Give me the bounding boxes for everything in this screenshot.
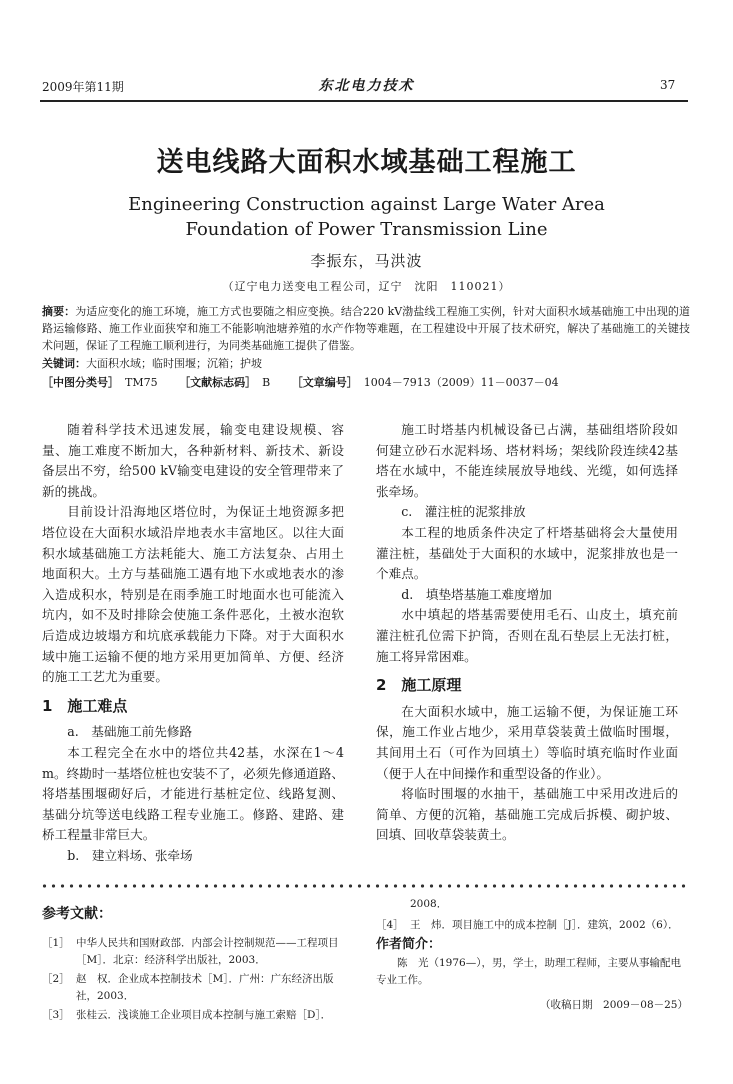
affiliation: （辽宁电力送变电工程公司，辽宁 沈阳 110021） bbox=[222, 280, 511, 293]
abstract-label: 摘要： bbox=[42, 305, 76, 318]
doc-label: ［文献标志码］ bbox=[179, 376, 257, 389]
reference-item: ［3］ 张桂云．浅谈施工企业项目成本控制与施工索赔［D］． bbox=[42, 1009, 332, 1021]
paragraph: 随着科学技术迅速发展，输变电建设规模、容量、施工难度不断加大，各种新材料、新技术、新设备层出不穷，给500 kV输变电建设的安全管理带来了新的挑战。 bbox=[42, 422, 344, 499]
doc-value: B bbox=[262, 376, 271, 389]
id-value: 1004－7913（2009）11－0037－04 bbox=[363, 376, 559, 389]
journal-name: 东北电力技术 bbox=[318, 78, 415, 94]
clc-label: ［中图分类号］ bbox=[42, 376, 119, 389]
references-title: 参考文献： bbox=[42, 906, 112, 922]
abstract bbox=[42, 303, 690, 354]
right-column bbox=[376, 420, 678, 846]
references-list bbox=[42, 935, 352, 1026]
page-number: 37 bbox=[660, 78, 676, 92]
keywords-label: 关键词： bbox=[42, 357, 86, 370]
reference-continuation: 2008． bbox=[410, 898, 448, 910]
issue-label: 2009年第11期 bbox=[42, 80, 124, 94]
author-intro-title: 作者简介： bbox=[376, 937, 442, 952]
paragraph: 目前设计沿海地区塔位时，为保证土地资源多把塔位设在大面积水域沿岸地表水丰富地区。以往大面积水域基础施工方法耗能大、施工方法复杂、占用土地面积大。土方与基础施工遇有地下水或地表水的渗入造成积水，特别是在雨季施工时地面水也可能流入坑内，如不及时排除会使施工条件恶化，土被水泡软后造成边坡塌方和坑底承载能力下降。对于大面积水域中施工运输不便的地方采用更加简单、方便、经济的施工工艺尤为重要。 bbox=[42, 504, 344, 685]
paragraph: 在大面积水域中，施工运输不便，为保证施工环保，施工作业占地少，采用草袋装黄土做临时围堰，其间用土石（可作为回填土）等临时填充临时作业面（便于人在中间操作和重型设备的作业）。 bbox=[376, 703, 678, 781]
header-rule bbox=[40, 100, 688, 102]
abstract-block bbox=[42, 303, 690, 372]
subsection-title: d. 填垫塔基施工难度增加 bbox=[401, 586, 552, 602]
keywords-text: 大面积水域；临时围堰；沉箱；护坡 bbox=[86, 357, 262, 370]
subsection-title: b. 建立料场、张牵场 bbox=[67, 847, 193, 863]
paragraph: 施工时塔基内机械设备已占满，基础组塔阶段如何建立砂石水泥料场、塔材料场；架线阶段连续42基塔在水域中，不能连续展放导地线、光缆，如何选择张牵场。 bbox=[376, 422, 678, 499]
paragraph: 将临时围堰的水抽干，基础施工中采用改进后的简单、方便的沉箱，基础施工完成后拆模、砌护坡、回填、回收草袋装黄土。 bbox=[376, 786, 678, 843]
paragraph: 本工程完全在水中的塔位共42基，水深在1～4 m。终勘时一基塔位桩也安装不了，必须先修通道路、将塔基围堰砌好后，才能进行基桩定位、线路复测、基础分坑等送电线路工程专业施工。修路、建路、建桥工程量非常巨大。 bbox=[42, 744, 344, 843]
id-label: ［文章编号］ bbox=[291, 376, 358, 389]
classification-line bbox=[42, 374, 690, 390]
reference-item: ［1］ 中华人民共和国财政部．内部会计控制规范——工程项目［M］．北京：经济科学出版社，2003． bbox=[42, 937, 339, 966]
references-right bbox=[376, 896, 688, 1014]
title-chinese: 送电线路大面积水域基础工程施工 bbox=[156, 147, 577, 178]
title-english-line-2: Foundation of Power Transmission Line bbox=[185, 219, 548, 240]
section-heading: 1 施工难点 bbox=[42, 696, 128, 715]
received-date: （收稿日期 2009－08－25） bbox=[540, 999, 688, 1011]
title-english-line-1: Engineering Construction against Large Water Area bbox=[128, 194, 605, 215]
subsection-title: c. 灌注桩的泥浆排放 bbox=[401, 504, 526, 520]
subsection-title: a. 基础施工前先修路 bbox=[67, 724, 193, 740]
section-heading: 2 施工原理 bbox=[376, 676, 462, 695]
keywords bbox=[42, 355, 690, 372]
dotted-divider bbox=[40, 882, 690, 890]
reference-item: ［2］ 赵 权．企业成本控制技术［M］．广州：广东经济出版社，2003． bbox=[42, 973, 334, 1002]
title-english bbox=[0, 192, 733, 242]
authors: 李振东，马洪波 bbox=[310, 252, 423, 270]
clc-value: TM75 bbox=[125, 376, 158, 389]
paragraph: 水中填起的塔基需要使用毛石、山皮土，填充前灌注桩孔位需下护筒，否则在乱石垫层上无法打桩，施工将异常困难。 bbox=[376, 607, 678, 664]
reference-item: ［4］ 王 炜．项目施工中的成本控制［J］．建筑，2002（6）． bbox=[376, 919, 679, 931]
paragraph: 本工程的地质条件决定了杆塔基础将会大量使用灌注桩，基础处于大面积的水域中，泥浆排放也是一个难点。 bbox=[376, 524, 678, 582]
left-column bbox=[42, 420, 344, 866]
abstract-text: 为适应变化的施工环境，施工方式也要随之相应变换。结合220 kV渤盐线工程施工实例，针对大面积水域基础施工中出现的道路运输修路、施工作业面狭窄和施工不能影响池塘养殖的水产作物等难题，在工程建设中开展了技术研究，解决了基础施工的关键技术问题，保证了工程施工顺利进行，为同类基础施工提供了借鉴。 bbox=[42, 305, 690, 352]
author-intro-text: 陈 光（1976—），男，学士，助理工程师，主要从事输配电专业工作。 bbox=[376, 957, 681, 986]
